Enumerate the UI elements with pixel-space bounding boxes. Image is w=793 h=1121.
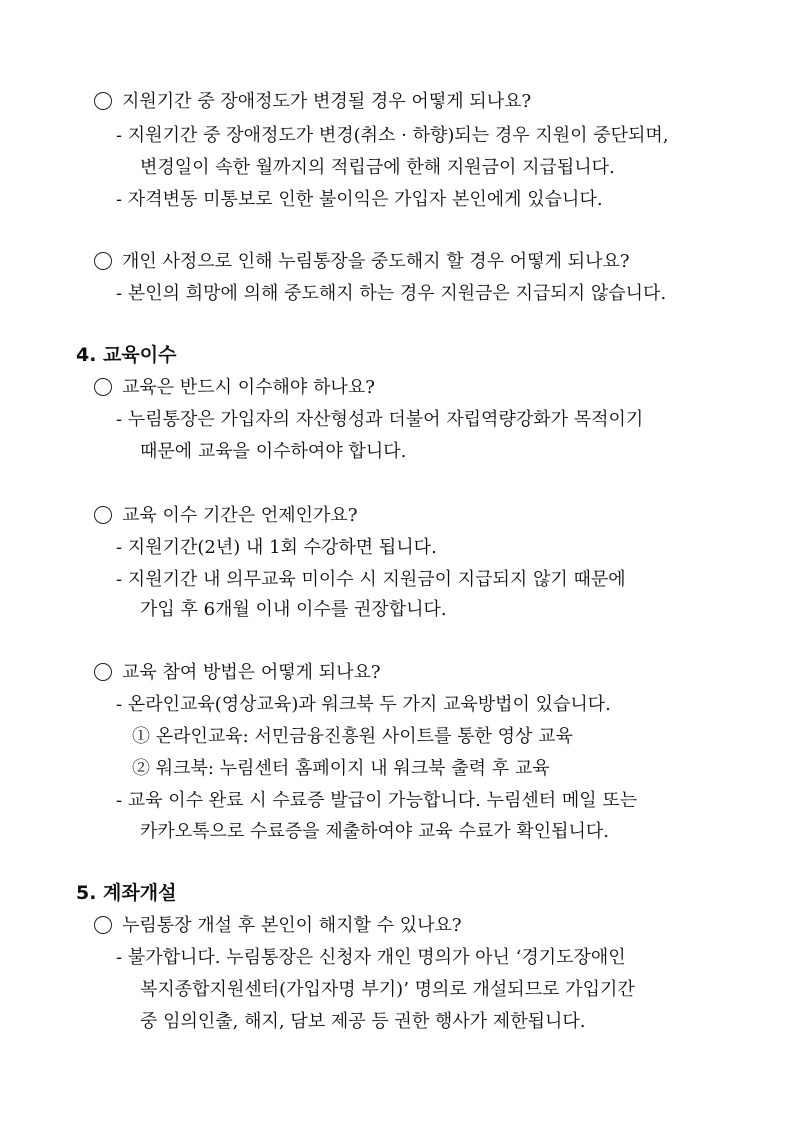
faq-answer: 변경일이 속한 월까지의 적립금에 한해 지원금이 지급됩니다. bbox=[140, 157, 615, 178]
faq-answer: - 본인의 희망에 의해 중도해지 하는 경우 지원금은 지급되지 않습니다. bbox=[116, 283, 667, 304]
faq-answer: - 불가합니다. 누림통장은 신청자 개인 명의가 아닌 ‘경기도장애인 bbox=[116, 947, 626, 968]
faq-answer: - 온라인교육(영상교육)과 워크북 두 가지 교육방법이 있습니다. bbox=[116, 694, 611, 715]
circle-bullet-icon bbox=[94, 506, 112, 524]
faq-answer: - 지원기간 내 의무교육 미이수 시 지원금이 지급되지 않기 때문에 bbox=[116, 569, 626, 590]
faq-answer: - 지원기간 중 장애정도가 변경(취소 · 하향)되는 경우 지원이 중단되며, bbox=[116, 125, 669, 146]
faq-answer: - 자격변동 미통보로 인한 불이익은 가입자 본인에게 있습니다. bbox=[116, 189, 603, 210]
faq-answer: 때문에 교육을 이수하여야 합니다. bbox=[140, 441, 407, 462]
faq-answer: 복지종합지원센터(가입자명 부기)’ 명의로 개설되므로 가입기간 bbox=[140, 979, 635, 1000]
faq-answer: 가입 후 6개월 이내 이수를 권장합니다. bbox=[140, 599, 447, 620]
faq-answer-numbered: ② 워크북: 누림센터 홈페이지 내 워크북 출력 후 교육 bbox=[132, 758, 550, 779]
circle-bullet-icon bbox=[94, 92, 112, 110]
circle-bullet-icon bbox=[94, 252, 112, 270]
circle-bullet-icon bbox=[94, 916, 112, 934]
circle-bullet-icon bbox=[94, 378, 112, 396]
faq-question: 누림통장 개설 후 본인이 해지할 수 있나요? bbox=[94, 914, 462, 938]
faq-answer-numbered: ① 온라인교육: 서민금융진흥원 사이트를 통한 영상 교육 bbox=[132, 726, 573, 747]
section-heading: 5. 계좌개설 bbox=[76, 882, 177, 904]
faq-answer: - 누림통장은 가입자의 자산형성과 더불어 자립역량강화가 목적이기 bbox=[116, 409, 644, 430]
faq-answer: 중 임의인출, 해지, 담보 제공 등 권한 행사가 제한됩니다. bbox=[140, 1011, 586, 1032]
faq-question: 지원기간 중 장애정도가 변경될 경우 어떻게 되나요? bbox=[94, 90, 531, 114]
faq-answer: - 교육 이수 완료 시 수료증 발급이 가능합니다. 누림센터 메일 또는 bbox=[116, 790, 638, 811]
section-heading: 4. 교육이수 bbox=[76, 344, 177, 366]
faq-question: 개인 사정으로 인해 누림통장을 중도해지 할 경우 어떻게 되나요? bbox=[94, 250, 630, 274]
faq-answer: - 지원기간(2년) 내 1회 수강하면 됩니다. bbox=[116, 537, 437, 558]
faq-answer: 카카오톡으로 수료증을 제출하여야 교육 수료가 확인됩니다. bbox=[140, 821, 610, 842]
faq-question: 교육 이수 기간은 언제인가요? bbox=[94, 504, 357, 528]
faq-question: 교육 참여 방법은 어떻게 되나요? bbox=[94, 661, 381, 685]
circle-bullet-icon bbox=[94, 663, 112, 681]
faq-question: 교육은 반드시 이수해야 하나요? bbox=[94, 376, 375, 400]
